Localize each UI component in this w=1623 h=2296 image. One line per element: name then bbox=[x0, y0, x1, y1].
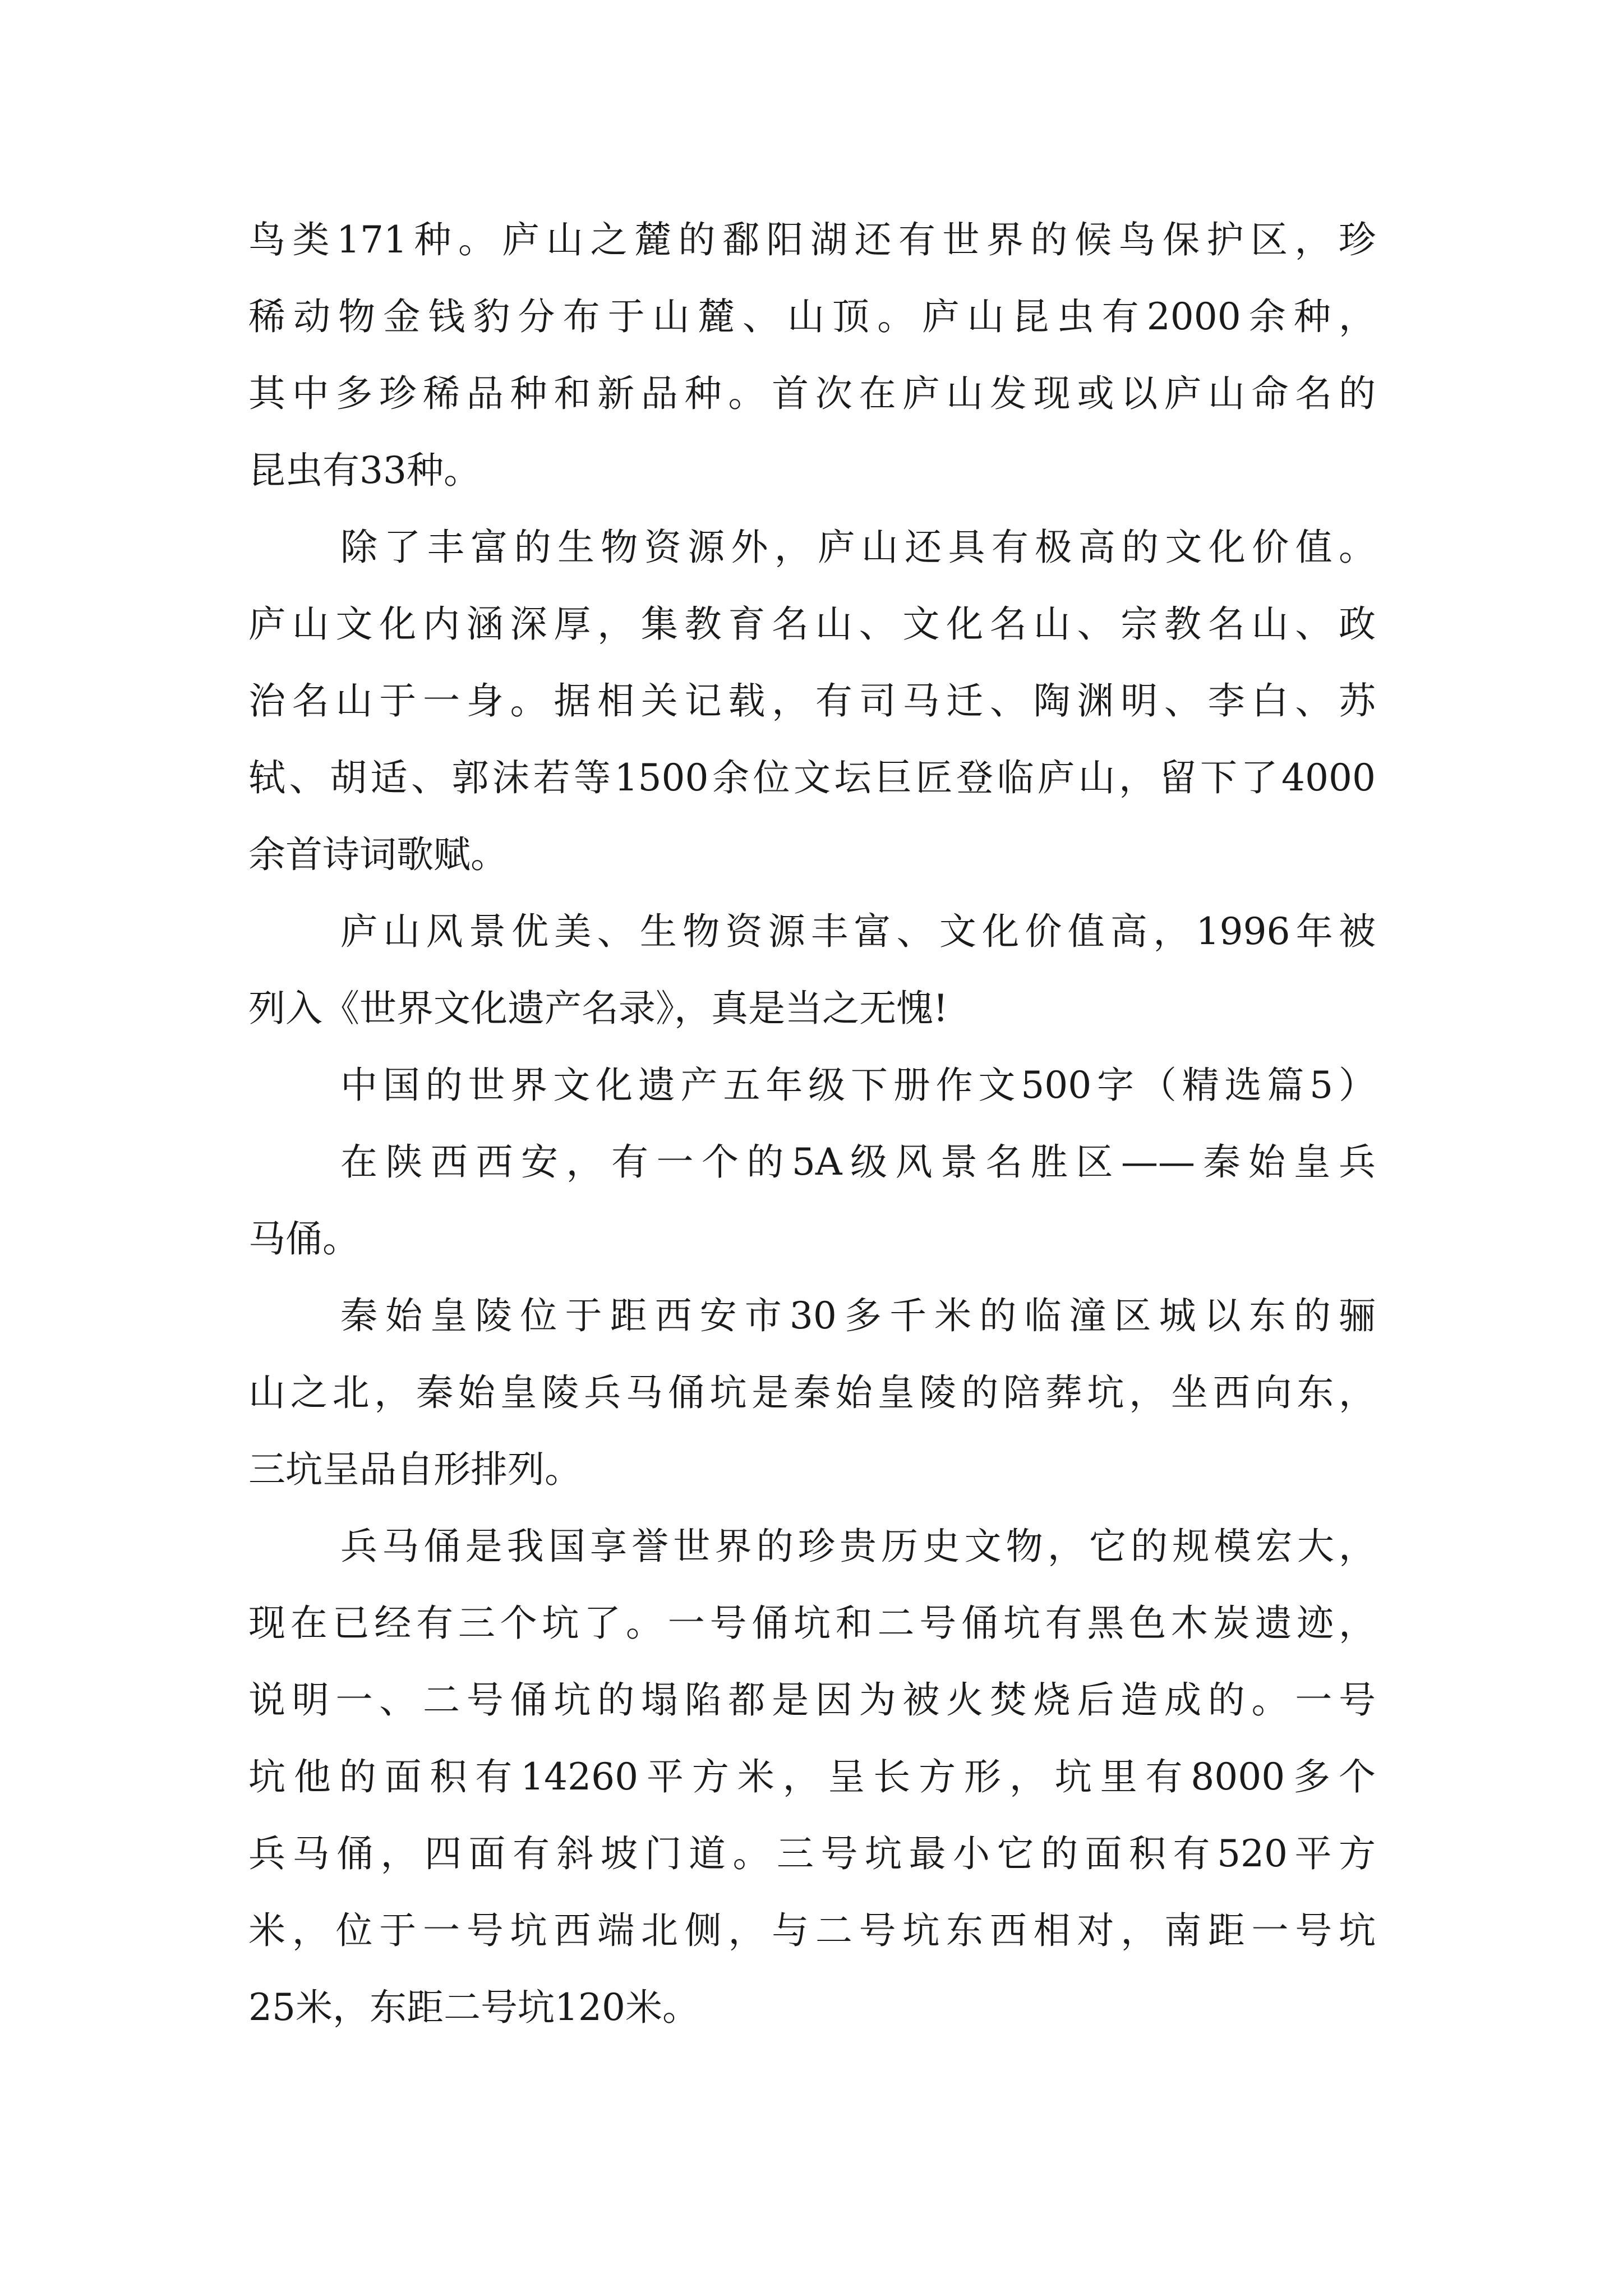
text-line: 轼、胡适、郭沫若等1500余位文坛巨匠登临庐山，留下了4000 bbox=[248, 756, 1376, 799]
text-line: 秦始皇陵位于距西安市30多千米的临潼区城以东的骊 bbox=[340, 1294, 1376, 1337]
text-line: 兵马俑，四面有斜坡门道。三号坑最小它的面积有520平方 bbox=[248, 1832, 1376, 1875]
text-line: 昆虫有33种。 bbox=[248, 449, 481, 492]
text-line: 鸟类171种。庐山之麓的鄱阳湖还有世界的候鸟保护区，珍 bbox=[248, 218, 1376, 261]
text-line: 说明一、二号俑坑的塌陷都是因为被火焚烧后造成的。一号 bbox=[248, 1678, 1376, 1722]
text-line: 坑他的面积有14260平方米，呈长方形，坑里有8000多个 bbox=[248, 1755, 1376, 1798]
section-heading: 中国的世界文化遗产五年级下册作文500字（精选篇5） bbox=[340, 1064, 1376, 1107]
text-line: 现在已经有三个坑了。一号俑坑和二号俑坑有黑色木炭遗迹， bbox=[248, 1602, 1376, 1645]
text-line: 兵马俑是我国享誉世界的珍贵历史文物，它的规模宏大， bbox=[340, 1525, 1376, 1568]
text-line: 三坑呈品自形排列。 bbox=[248, 1448, 582, 1491]
text-line: 列入《世界文化遗产名录》，真是当之无愧! bbox=[248, 987, 948, 1030]
text-line: 在陕西西安，有一个的5A级风景名胜区——秦始皇兵 bbox=[340, 1140, 1376, 1184]
text-line: 庐山风景优美、生物资源丰富、文化价值高，1996年被 bbox=[340, 910, 1376, 953]
text-line: 马俑。 bbox=[248, 1217, 359, 1260]
text-line: 其中多珍稀品种和新品种。首次在庐山发现或以庐山命名的 bbox=[248, 372, 1376, 415]
text-line: 稀动物金钱豹分布于山麓、山顶。庐山昆虫有2000余种， bbox=[248, 295, 1376, 338]
text-line: 余首诗词歌赋。 bbox=[248, 833, 508, 876]
text-line: 25米，东距二号坑120米。 bbox=[248, 1986, 699, 2029]
text-line: 治名山于一身。据相关记载，有司马迁、陶渊明、李白、苏 bbox=[248, 679, 1376, 723]
text-line: 山之北，秦始皇陵兵马俑坑是秦始皇陵的陪葬坑，坐西向东， bbox=[248, 1371, 1376, 1414]
text-line: 米，位于一号坑西端北侧，与二号坑东西相对，南距一号坑 bbox=[248, 1909, 1376, 1952]
text-line: 除了丰富的生物资源外，庐山还具有极高的文化价值。 bbox=[340, 526, 1376, 569]
text-line: 庐山文化内涵深厚，集教育名山、文化名山、宗教名山、政 bbox=[248, 602, 1376, 646]
